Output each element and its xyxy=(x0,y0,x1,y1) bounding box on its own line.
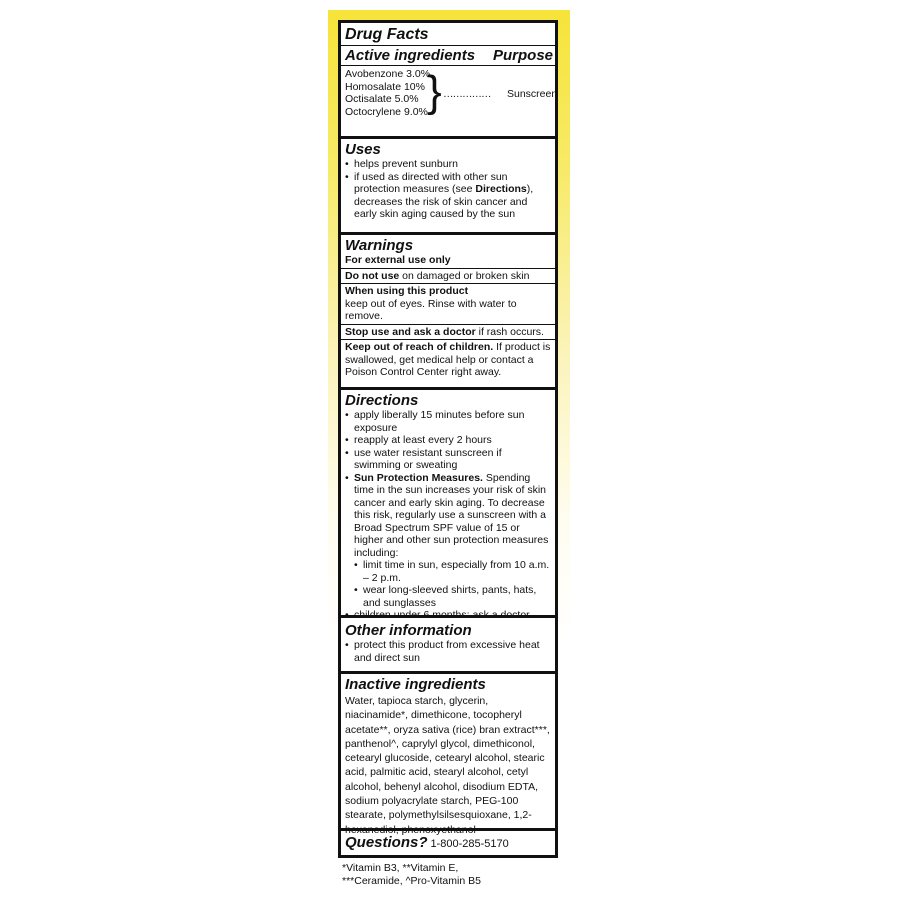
purpose-heading: Purpose xyxy=(492,47,553,64)
footnote-line: ***Ceramide, ^Pro-Vitamin B5 xyxy=(342,875,481,887)
warnings-section xyxy=(341,235,555,379)
section-divider xyxy=(341,615,555,618)
directions-section xyxy=(341,390,555,622)
when-using-warning: When using this product keep out of eyes. Rinse with water to remove. xyxy=(341,283,555,323)
drug-facts-title: Drug Facts xyxy=(345,26,429,43)
ingredient-octocrylene: Octocrylene 9.0% xyxy=(345,105,428,118)
inactive-ingredients-text: Water, tapioca starch, glycerin, niacinamide*, dimethicone, tocopheryl acetate**, oryza sativa (rice) bran extract***, panthenol^, caprylyl glycol, dimethiconol, cetearyl glucoside, cetearyl alcohol, stearic acid, palmitic acid, stearyl alcohol, cetyl alcohol, behenyl alcohol, disodium EDTA, sodium polyacrylate starch, PEG-100 stearate, polymethylsilsesquioxane, 1,2- xyxy=(345,695,550,822)
keep-out-of-reach-warning: Keep out of reach of children. If product is swallowed, get medical help or contact a Poison Control Center right away. xyxy=(341,339,555,379)
section-divider xyxy=(341,828,555,831)
directions-item: • reapply at least every 2 hours xyxy=(345,434,492,446)
uses-item: • if used as directed with other sun protection measures (see Directions), decreases the risk of skin cancer and early skin aging caused by the sun xyxy=(345,170,534,220)
directions-heading: Directions xyxy=(345,392,419,409)
stop-use-warning: Stop use and ask a doctor if rash occurs. xyxy=(341,324,555,339)
active-ingredients-heading: Active ingredients xyxy=(345,47,476,64)
uses-section xyxy=(341,139,555,221)
purpose-sunscreen: Sunscreen xyxy=(507,88,558,100)
questions-section xyxy=(341,832,555,851)
other-information-heading: Other information xyxy=(345,622,472,639)
active-ingredients-header xyxy=(341,45,555,65)
warnings-heading: Warnings xyxy=(345,237,414,254)
drug-facts-section xyxy=(341,23,558,124)
uses-item: • helps prevent sunburn xyxy=(345,158,458,170)
footnotes xyxy=(342,862,481,888)
active-ingredients-list xyxy=(341,65,558,124)
inactive-ingredients-section xyxy=(341,674,555,837)
ingredient-homosalate: Homosalate 10% xyxy=(345,80,425,93)
directions-item: • use water resistant sunscreen if swimming or sweating xyxy=(345,446,502,471)
purpose-leader-dots: …………… xyxy=(443,88,491,100)
ingredient-octisalate: Octisalate 5.0% xyxy=(345,93,419,105)
ingredient-avobenzone: Avobenzone 3.0% xyxy=(345,68,431,80)
drug-facts-panel xyxy=(338,20,558,858)
questions-heading: Questions? xyxy=(345,834,428,851)
sun-protection-measures: • Sun Protection Measures. Spending time in the sun increases your risk of skin cancer and early skin aging. To decrease this risk, regularly use a sunscreen with a Broad Spectrum SPF value of 15 or higher and other sun protection measures including: xyxy=(345,471,549,559)
directions-item: • apply liberally 15 minutes before sun exposure xyxy=(345,409,525,434)
right-brace: } xyxy=(427,67,442,116)
footnote-line: *Vitamin B3, **Vitamin E, xyxy=(342,862,459,874)
directions-sub-item: • wear long-sleeved shirts, pants, hats, and sunglasses xyxy=(354,584,537,609)
other-information-section xyxy=(341,620,555,664)
do-not-use-warning: Do not use on damaged or broken skin xyxy=(341,268,555,283)
uses-heading: Uses xyxy=(345,141,381,158)
external-use-only: For external use only xyxy=(345,254,451,266)
directions-sub-item: • limit time in sun, especially from 10 a.m. – 2 p.m. xyxy=(354,559,550,584)
other-information-item: • protect this product from excessive heat and direct sun xyxy=(345,639,540,664)
questions-phone: 1-800-285-5170 xyxy=(430,838,509,850)
inactive-ingredients-heading: Inactive ingredients xyxy=(345,676,486,693)
